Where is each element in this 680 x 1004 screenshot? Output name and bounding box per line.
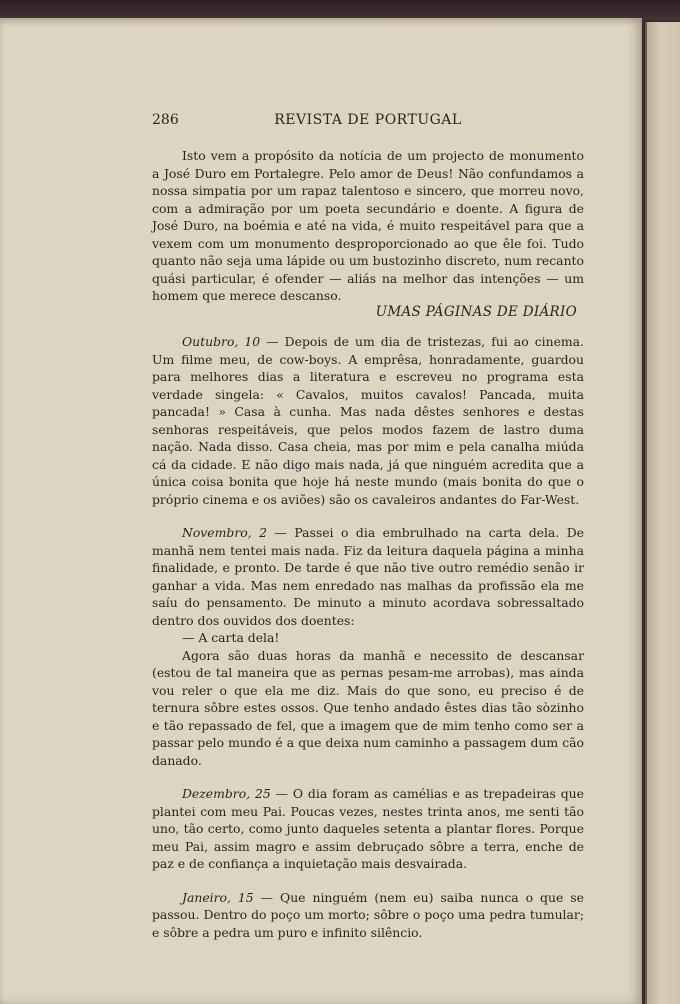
entry-date: Outubro, 10 — — [182, 334, 279, 349]
entry-paragraph: Agora são duas horas da manhã e necessito de descansar (estou de tal maneira que as pernas pesam-me arrobas), mas ainda vou reler o que ela me diz. Mais do que sono, eu preciso é de ternura sôbre estes ossos. Que tenho andado êstes dias tão sòzinho e tão repassado de fel, que a imagem que de mim tenho como ser a passar pelo mundo é a que deixa num caminho a passagem dum cão danado. — [152, 647, 584, 768]
entry-text: O dia foram as camélias e as trepadeiras que plantei com meu Pai. Poucas vezes, nestes trinta anos, me senti tão uno, tão certo, como junto daqueles setenta a plantar flores. Porque meu Pai, assim magro e assim debruçado sôbre a terra, enche de paz e de confiança a inquietação mais desvairada. — [152, 786, 584, 871]
entry-text: Depois de um dia de tristezas, fui ao cinema. Um filme meu, de cow-boys. A emprêsa, honradamente, guardou para melhores dias a literatura e escreveu no programa esta verdade singela: « Cavalos, muitos cavalos! Pancada, muita pancada! » Casa à cunha. Mas nada dêstes senhores e destas senhoras respeitáveis, que pelos modos fazem de lastro duma nação. Nada disso. Casa cheia, mas por mim e pela canalha miúda cá da cidade. E não digo mais nada, já que ninguém acredita que a única coisa bonita que hoje há neste mundo (mais bonita do que o próprio cinema e os aviões) são os cavaleiros andantes do Far-West. — [152, 334, 584, 507]
entry-paragraph — [152, 333, 584, 508]
adjacent-page-edge — [645, 22, 680, 1004]
entry-date: Novembro, 2 — — [182, 525, 287, 540]
journal-title: REVISTA DE PORTUGAL — [274, 112, 462, 128]
diary-entry-novembro — [152, 524, 584, 769]
diary-entries — [152, 333, 584, 957]
entry-text: Que ninguém (nem eu) saiba nunca o que se passou. Dentro do poço um morto; sôbre o poço uma pedra tumular; e sôbre a pedra um puro e infinito silêncio. — [152, 889, 584, 940]
page-number: 286 — [152, 112, 179, 128]
intro-paragraph: Isto vem a propósito da notícia de um projecto de monumento a José Duro em Portalegre. Pelo amor de Deus! Não confundamos a nossa simpatia por um rapaz talentoso e sincero, que morreu novo, com a admiração por um poeta secundário e doente. A figura de José Duro, na boémia e até na vida, é muito respeitável para que a vexem com um monumento desproporcionado ao que êle foi. Tudo quanto não seja uma lápide ou um bustozinho discreto, num recanto quási particular, é ofender — aliás na melhor das intenções — um homem que merece descanso. — [152, 148, 584, 303]
diary-entry-outubro — [152, 333, 584, 508]
entry-date: Dezembro, 25 — — [182, 786, 289, 801]
running-head — [152, 112, 584, 132]
diary-entry-dezembro — [152, 785, 584, 873]
entry-paragraph — [152, 889, 584, 942]
entry-paragraph — [152, 785, 584, 873]
entry-date: Janeiro, 15 — — [182, 889, 274, 905]
diary-entry-janeiro — [152, 889, 584, 942]
entry-paragraph — [152, 524, 584, 629]
section-title: UMAS PÁGINAS DE DIÁRIO — [375, 304, 577, 320]
entry-exclamation: — A carta dela! — [182, 630, 280, 645]
scanner-frame — [0, 0, 680, 20]
entry-text: Passei o dia embrulhado na carta dela. De manhã nem tentei mais nada. Fiz da leitura daquela página a minha finalidade, e pronto. De tarde é que não tive outro remédio senão ir ganhar a vida. Mas nem enredado nas malhas da profissão ela me saíu do pensamento. De minuto a minuto acordava sobressaltado dentro dos ouvidos dos doentes: — [152, 525, 584, 628]
intro-text — [152, 147, 584, 305]
